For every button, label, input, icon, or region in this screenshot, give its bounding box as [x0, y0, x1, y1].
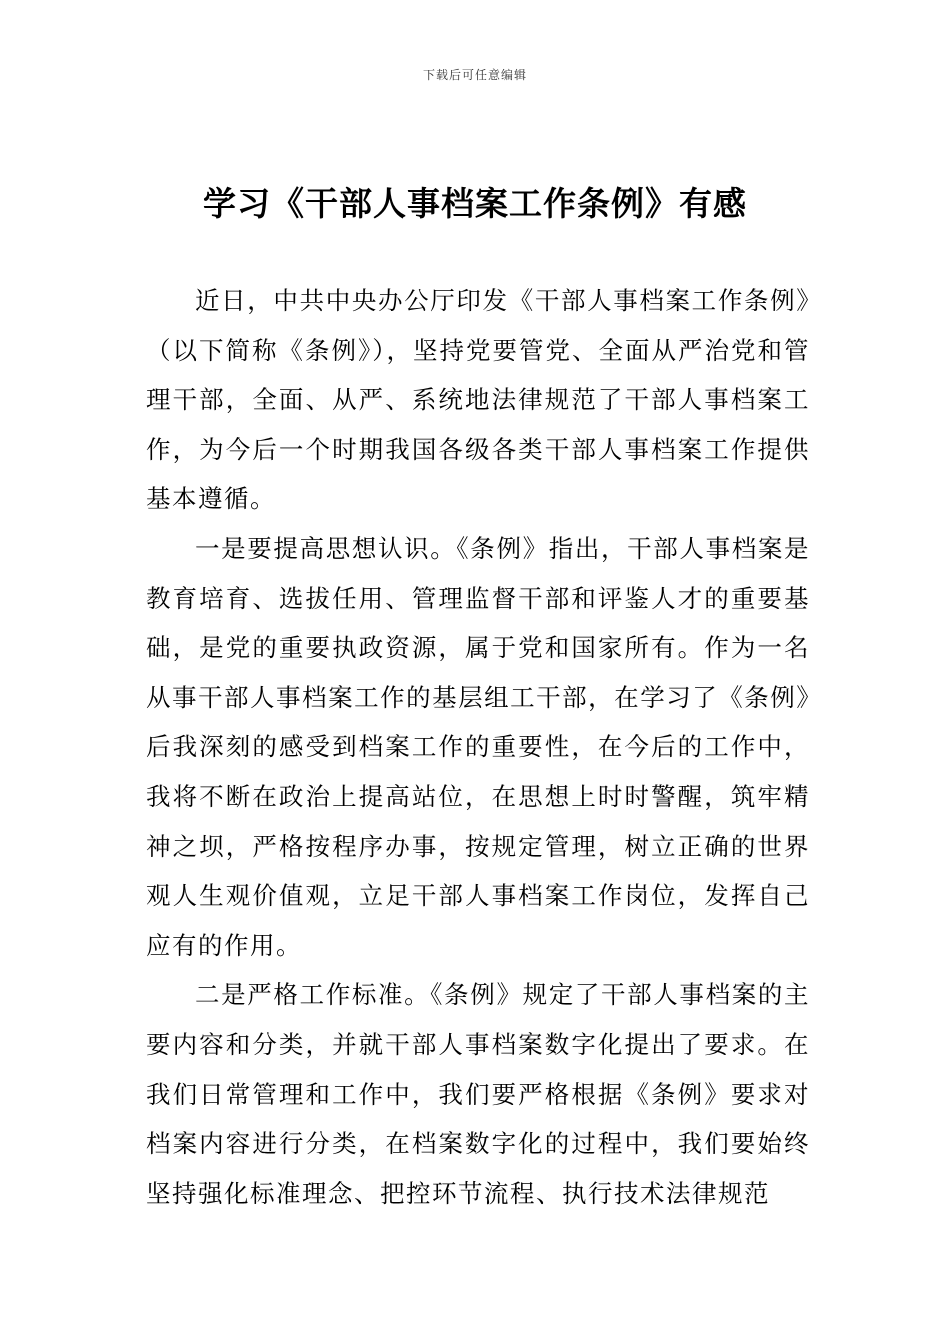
paragraph-point-one: 一是要提高思想认识。《条例》指出，干部人事档案是教育培育、选拔任用、管理监督干部和评鉴人才的重要基础，是党的重要执政资源，属于党和国家所有。作为一名从事干部人事档案工作的基层组工干部，在学习了《条例》后我深刻的感受到档案工作的重要性，在今后的工作中，我将不断在政治上提高站位，在思想上时时警醒，筑牢精神之坝，严格按程序办事，按规定管理，树立正确的世界观人生观价值观，立足干部人事档案工作岗位，发挥自己应有的作用。 [146, 533, 810, 960]
paragraph-point-two: 二是严格工作标准。《条例》规定了干部人事档案的主要内容和分类，并就干部人事档案数字化提出了要求。在我们日常管理和工作中，我们要严格根据《条例》要求对档案内容进行分类，在档案数字化的过程中，我们要始终坚持强化标准理念、把控环节流程、执行技术法律规范 [146, 980, 810, 1208]
document-body [146, 276, 810, 1218]
header-note: 下载后可任意编辑 [422, 68, 527, 82]
paragraph-intro: 近日，中共中央办公厅印发《干部人事档案工作条例》（以下简称《条例》），坚持党要管党、全面从严治党和管理干部，全面、从严、系统地法律规范了干部人事档案工作，为今后一个时期我国各级各类干部人事档案工作提供基本遵循。 [146, 286, 810, 514]
document-title: 学习《干部人事档案工作条例》有感 [203, 184, 747, 223]
